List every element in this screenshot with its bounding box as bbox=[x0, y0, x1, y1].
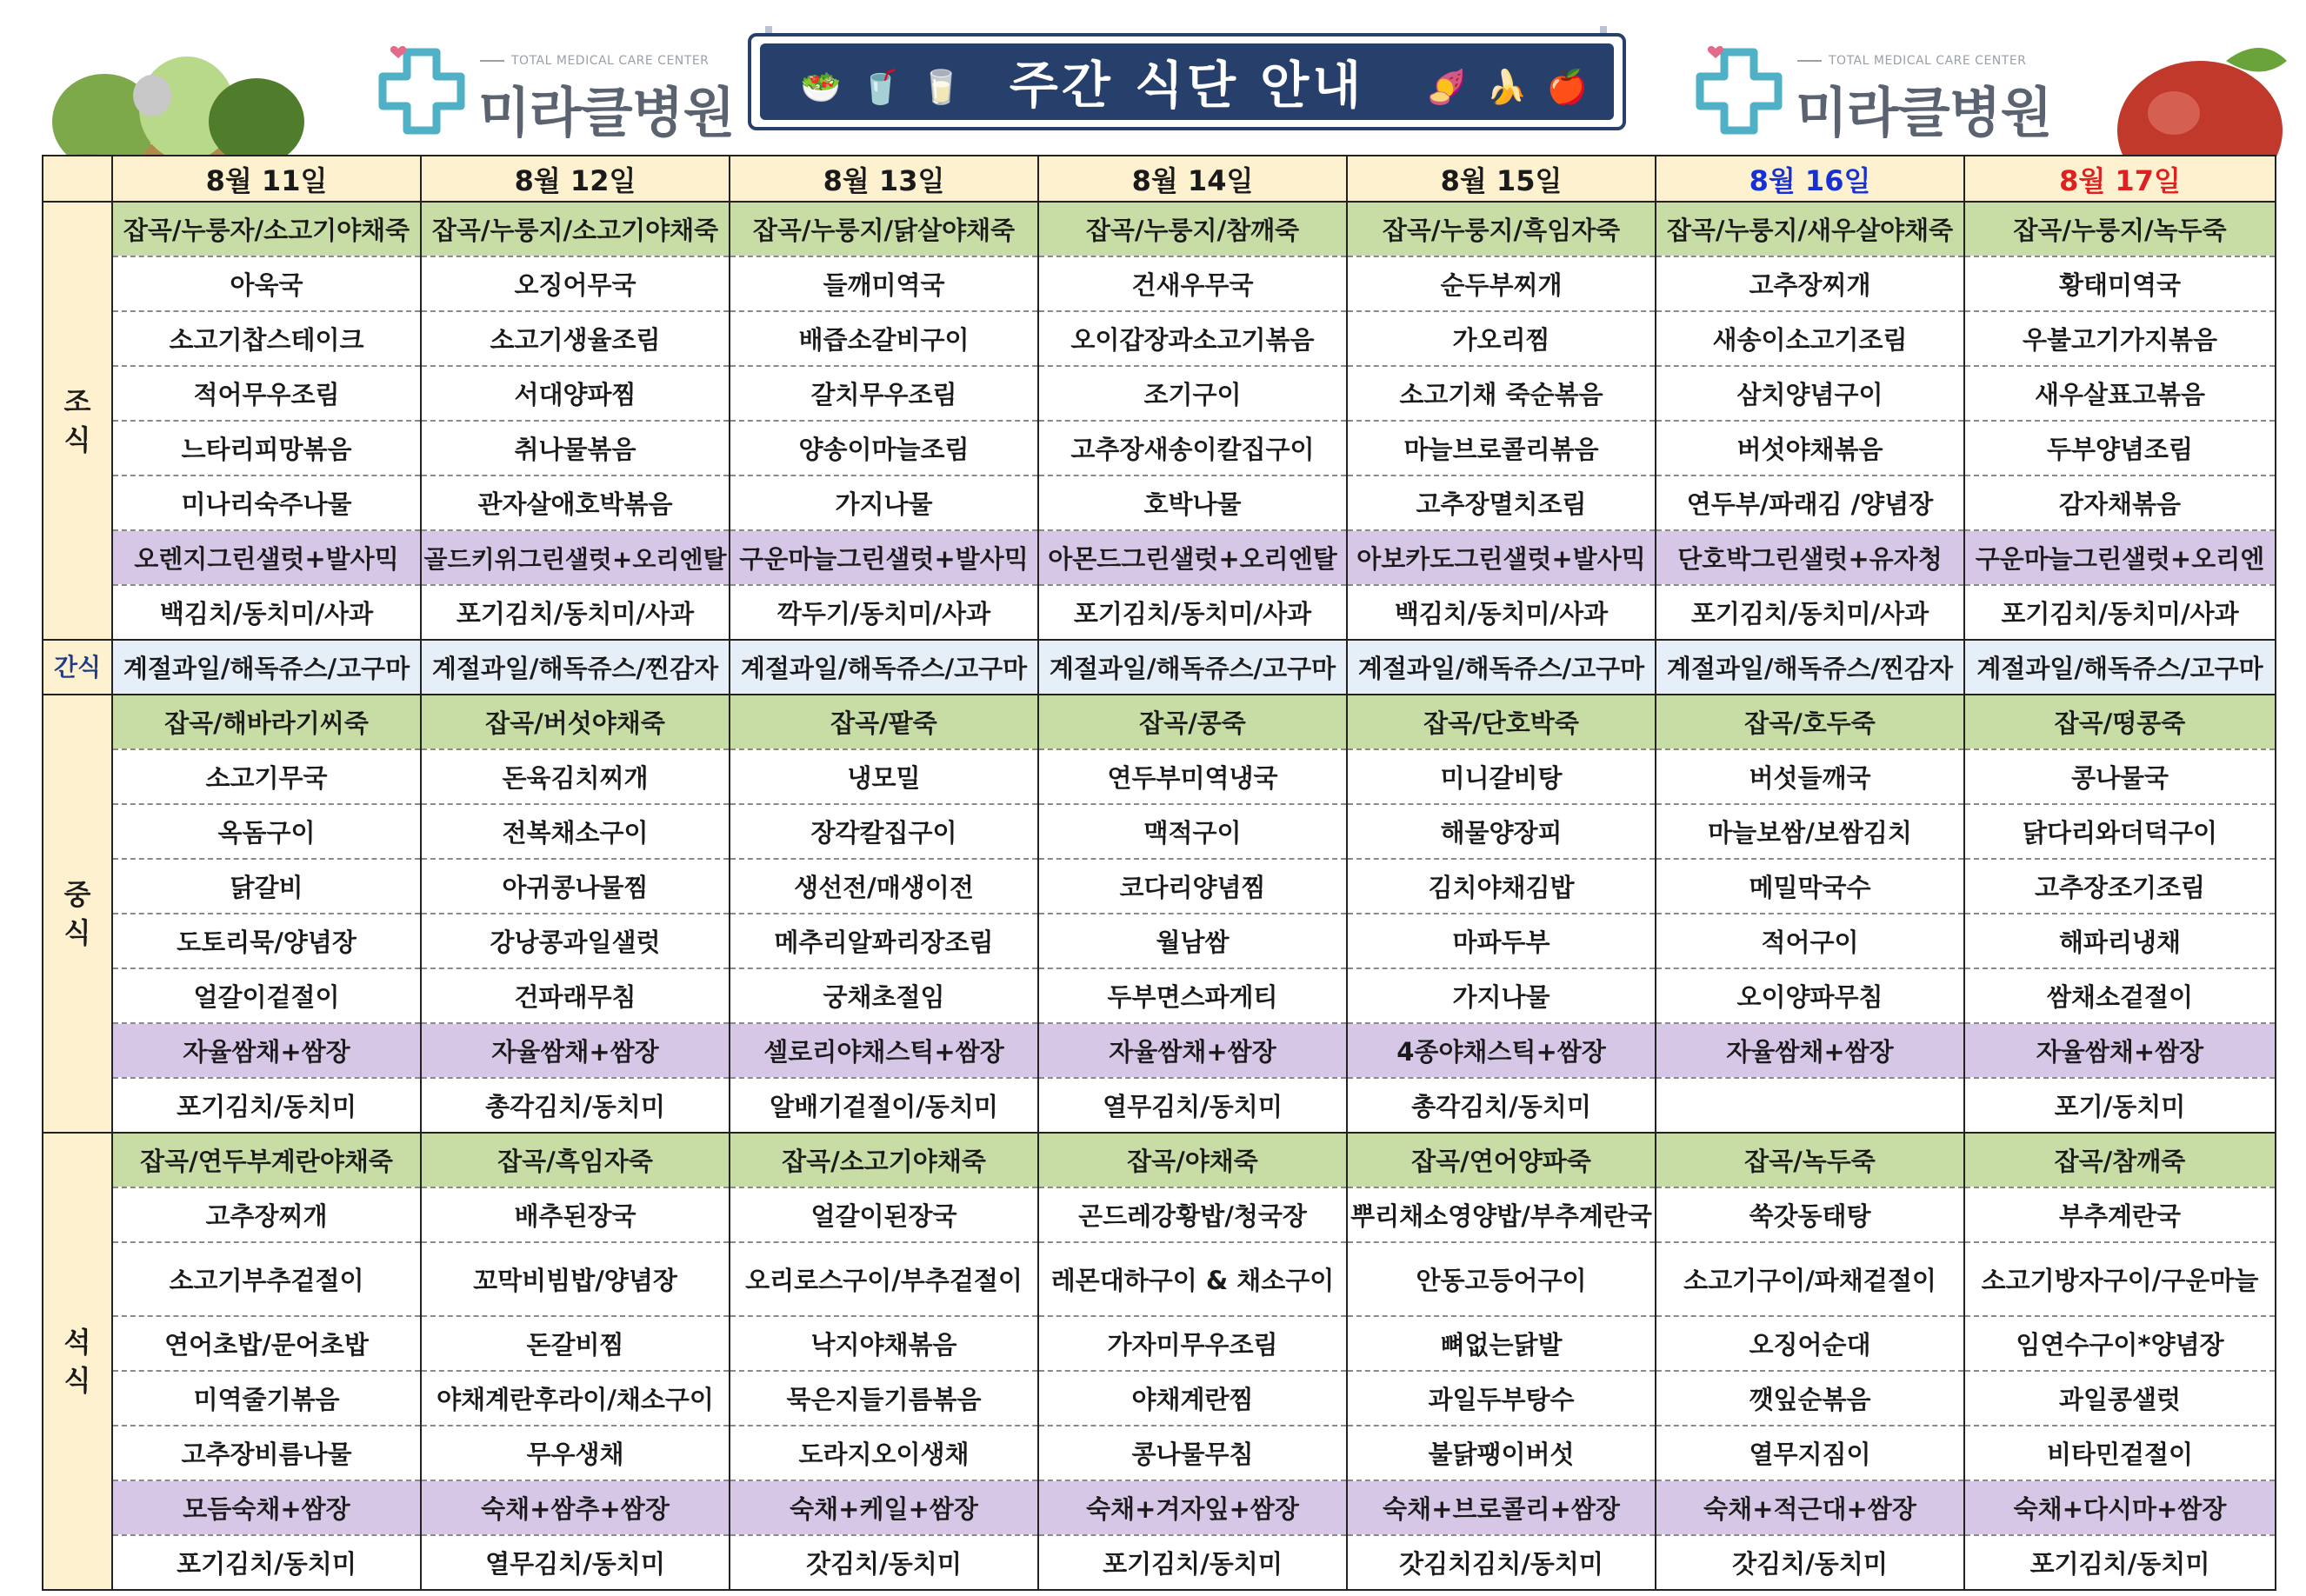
menu-item: 들깨미역국 bbox=[730, 256, 1038, 311]
day-header: 8월 13일 bbox=[730, 156, 1038, 202]
menu-item: 과일콩샐럿 bbox=[1964, 1371, 2276, 1426]
menu-item: 닭다리와더덕구이 bbox=[1964, 804, 2276, 859]
menu-item: 강낭콩과일샐럿 bbox=[421, 914, 730, 968]
menu-item: 가지나물 bbox=[1347, 968, 1656, 1023]
menu-item: 버섯들깨국 bbox=[1656, 749, 1964, 804]
menu-item: 셀로리야채스틱+쌈장 bbox=[730, 1023, 1038, 1078]
menu-item: 적어무우조림 bbox=[112, 366, 421, 421]
menu-item: 느타리피망볶음 bbox=[112, 421, 421, 475]
dinner-row bbox=[43, 1316, 2276, 1371]
apple-icon: 🍎 bbox=[1546, 68, 1588, 106]
menu-item: 소고기채 죽순볶음 bbox=[1347, 366, 1656, 421]
sweet-potato-icon: 🍠 bbox=[1426, 68, 1468, 106]
menu-item: 잡곡/단호박죽 bbox=[1347, 695, 1656, 749]
menu-item: 잡곡/누룽지/닭살야채죽 bbox=[730, 202, 1038, 256]
breakfast-row bbox=[43, 256, 2276, 311]
lunch-row bbox=[43, 749, 2276, 804]
menu-item: 계절과일/해독쥬스/고구마 bbox=[1038, 640, 1347, 695]
menu-item: 도토리묵/양념장 bbox=[112, 914, 421, 968]
menu-item: 가지나물 bbox=[730, 475, 1038, 530]
menu-item: 옥돔구이 bbox=[112, 804, 421, 859]
day-header-sunday: 8월 17일 bbox=[1964, 156, 2276, 202]
menu-item: 잡곡/누룽지/참깨죽 bbox=[1038, 202, 1347, 256]
weekly-menu-table bbox=[42, 155, 2276, 1591]
menu-item: 가자미무우조림 bbox=[1038, 1316, 1347, 1371]
title-banner bbox=[748, 26, 1635, 137]
menu-item: 총각김치/동치미 bbox=[421, 1078, 730, 1133]
menu-item: 불닭팽이버섯 bbox=[1347, 1426, 1656, 1480]
menu-item: 무우생채 bbox=[421, 1426, 730, 1480]
menu-item: 깻잎순볶음 bbox=[1656, 1371, 1964, 1426]
day-header: 8월 14일 bbox=[1038, 156, 1347, 202]
menu-item: 비타민겉절이 bbox=[1964, 1426, 2276, 1480]
menu-item: 잡곡/누룽지/새우살야채죽 bbox=[1656, 202, 1964, 256]
menu-item: 삼치양념구이 bbox=[1656, 366, 1964, 421]
menu-item: 냉모밀 bbox=[730, 749, 1038, 804]
snack-label: 간식 bbox=[43, 640, 112, 695]
menu-item: 숙채+적근대+쌈장 bbox=[1656, 1480, 1964, 1535]
menu-item: 부추계란국 bbox=[1964, 1187, 2276, 1242]
menu-item: 오이갑장과소고기볶음 bbox=[1038, 311, 1347, 366]
menu-item: 골드키위그린샐럿+오리엔탈 bbox=[421, 530, 730, 585]
day-header-saturday: 8월 16일 bbox=[1656, 156, 1964, 202]
day-header: 8월 15일 bbox=[1347, 156, 1656, 202]
menu-item: 포기/동치미 bbox=[1964, 1078, 2276, 1133]
menu-item: 우불고기가지볶음 bbox=[1964, 311, 2276, 366]
breakfast-row bbox=[43, 202, 2276, 256]
menu-item: 고추장비름나물 bbox=[112, 1426, 421, 1480]
menu-item: 포기김치/동치미/사과 bbox=[1656, 585, 1964, 640]
menu-item: 고추장찌개 bbox=[112, 1187, 421, 1242]
menu-item: 계절과일/해독쥬스/고구마 bbox=[112, 640, 421, 695]
menu-item: 호박나물 bbox=[1038, 475, 1347, 530]
lunch-label: 중 식 bbox=[43, 695, 112, 1133]
banana-icon: 🍌 bbox=[1486, 68, 1528, 106]
menu-item: 숙채+다시마+쌈장 bbox=[1964, 1480, 2276, 1535]
menu-item: 서대양파찜 bbox=[421, 366, 730, 421]
menu-item: 해물양장피 bbox=[1347, 804, 1656, 859]
menu-item: 메추리알꽈리장조림 bbox=[730, 914, 1038, 968]
menu-item: 숙채+겨자잎+쌈장 bbox=[1038, 1480, 1347, 1535]
hospital-name: 미라클병원 bbox=[1796, 81, 2052, 144]
menu-item: 자율쌈채+쌈장 bbox=[1964, 1023, 2276, 1078]
menu-item: 콩나물무침 bbox=[1038, 1426, 1347, 1480]
menu-item: 쑥갓동태탕 bbox=[1656, 1187, 1964, 1242]
menu-item: 구운마늘그린샐럿+오리엔 bbox=[1964, 530, 2276, 585]
menu-item: 잡곡/누룽지/흑임자죽 bbox=[1347, 202, 1656, 256]
medical-cross-icon bbox=[1691, 43, 1787, 139]
menu-item: 깍두기/동치미/사과 bbox=[730, 585, 1038, 640]
menu-item: 갈치무우조림 bbox=[730, 366, 1038, 421]
menu-item: 자율쌈채+쌈장 bbox=[112, 1023, 421, 1078]
menu-item: 잡곡/소고기야채죽 bbox=[730, 1133, 1038, 1187]
menu-item: 갓김치/동치미 bbox=[1656, 1535, 1964, 1590]
menu-item: 뿌리채소영양밥/부추계란국 bbox=[1347, 1187, 1656, 1242]
menu-item: 감자채볶음 bbox=[1964, 475, 2276, 530]
menu-item: 잡곡/참깨죽 bbox=[1964, 1133, 2276, 1187]
menu-item: 마파두부 bbox=[1347, 914, 1656, 968]
menu-item: 황태미역국 bbox=[1964, 256, 2276, 311]
menu-item: 꼬막비빔밥/양념장 bbox=[421, 1242, 730, 1316]
menu-item: 궁채초절임 bbox=[730, 968, 1038, 1023]
menu-item: 오이양파무침 bbox=[1656, 968, 1964, 1023]
menu-item: 숙채+쌈추+쌈장 bbox=[421, 1480, 730, 1535]
menu-item: 잡곡/누룽자/소고기야채죽 bbox=[112, 202, 421, 256]
menu-item: 잡곡/누룽지/녹두죽 bbox=[1964, 202, 2276, 256]
breakfast-row bbox=[43, 475, 2276, 530]
menu-item: 건파래무침 bbox=[421, 968, 730, 1023]
menu-item: 잡곡/녹두죽 bbox=[1656, 1133, 1964, 1187]
menu-item: 자율쌈채+쌈장 bbox=[1656, 1023, 1964, 1078]
menu-item: 미역줄기볶음 bbox=[112, 1371, 421, 1426]
menu-item: 관자살애호박볶음 bbox=[421, 475, 730, 530]
menu-item: 건새우무국 bbox=[1038, 256, 1347, 311]
menu-item: 임연수구이*양념장 bbox=[1964, 1316, 2276, 1371]
snack-row bbox=[43, 640, 2276, 695]
menu-item: 콩나물국 bbox=[1964, 749, 2276, 804]
menu-item: 코다리양념찜 bbox=[1038, 859, 1347, 914]
menu-item: 마늘보쌈/보쌈김치 bbox=[1656, 804, 1964, 859]
menu-item: 계절과일/해독쥬스/고구마 bbox=[730, 640, 1038, 695]
menu-item: 소고기구이/파채겉절이 bbox=[1656, 1242, 1964, 1316]
menu-item: 아몬드그린샐럿+오리엔탈 bbox=[1038, 530, 1347, 585]
menu-item: 고추장조기조림 bbox=[1964, 859, 2276, 914]
menu-item: 백김치/동치미/사과 bbox=[1347, 585, 1656, 640]
menu-item: 마늘브로콜리볶음 bbox=[1347, 421, 1656, 475]
menu-item: 배추된장국 bbox=[421, 1187, 730, 1242]
lunch-row bbox=[43, 804, 2276, 859]
menu-item: 양송이마늘조림 bbox=[730, 421, 1038, 475]
menu-item: 뼈없는닭발 bbox=[1347, 1316, 1656, 1371]
day-header-row bbox=[43, 156, 2276, 202]
menu-item: 4종야채스틱+쌈장 bbox=[1347, 1023, 1656, 1078]
corner-cell bbox=[43, 156, 112, 202]
menu-item: 잡곡/야채죽 bbox=[1038, 1133, 1347, 1187]
lunch-row bbox=[43, 1023, 2276, 1078]
menu-item: 생선전/매생이전 bbox=[730, 859, 1038, 914]
menu-item: 숙채+브로콜리+쌈장 bbox=[1347, 1480, 1656, 1535]
menu-item: 총각김치/동치미 bbox=[1347, 1078, 1656, 1133]
menu-item: 소고기생율조림 bbox=[421, 311, 730, 366]
medical-cross-icon bbox=[374, 43, 470, 139]
menu-item: 잡곡/호두죽 bbox=[1656, 695, 1964, 749]
menu-item: 소고기찹스테이크 bbox=[112, 311, 421, 366]
menu-item: 포기김치/동치미/사과 bbox=[1964, 585, 2276, 640]
menu-item: 월남쌈 bbox=[1038, 914, 1347, 968]
hospital-tagline: TOTAL MEDICAL CARE CENTER bbox=[480, 54, 709, 68]
menu-item: 고추장찌개 bbox=[1656, 256, 1964, 311]
menu-item: 갓김치김치/동치미 bbox=[1347, 1535, 1656, 1590]
menu-item: 모듬숙채+쌈장 bbox=[112, 1480, 421, 1535]
menu-item: 가오리찜 bbox=[1347, 311, 1656, 366]
menu-item: 소고기방자구이/구운마늘 bbox=[1964, 1242, 2276, 1316]
menu-item: 야채계란찜 bbox=[1038, 1371, 1347, 1426]
page-header bbox=[0, 0, 2306, 155]
menu-item: 구운마늘그린샐럿+발사믹 bbox=[730, 530, 1038, 585]
menu-item: 장각칼집구이 bbox=[730, 804, 1038, 859]
dinner-row bbox=[43, 1535, 2276, 1590]
menu-item: 오징어무국 bbox=[421, 256, 730, 311]
day-header: 8월 11일 bbox=[112, 156, 421, 202]
menu-item: 고추장새송이칼집구이 bbox=[1038, 421, 1347, 475]
menu-item: 잡곡/연어양파죽 bbox=[1347, 1133, 1656, 1187]
menu-item: 포기김치/동치미 bbox=[112, 1078, 421, 1133]
page-title: 주간 식단 안내 bbox=[1009, 56, 1365, 115]
dinner-row bbox=[43, 1242, 2276, 1316]
menu-item: 쌈채소겉절이 bbox=[1964, 968, 2276, 1023]
menu-item: 전복채소구이 bbox=[421, 804, 730, 859]
lunch-row bbox=[43, 1078, 2276, 1133]
menu-item: 적어구이 bbox=[1656, 914, 1964, 968]
menu-item: 도라지오이생채 bbox=[730, 1426, 1038, 1480]
hospital-logo bbox=[374, 35, 735, 144]
menu-item: 야채계란후라이/채소구이 bbox=[421, 1371, 730, 1426]
menu-item: 취나물볶음 bbox=[421, 421, 730, 475]
menu-item: 백김치/동치미/사과 bbox=[112, 585, 421, 640]
menu-item: 계절과일/해독쥬스/고구마 bbox=[1964, 640, 2276, 695]
menu-item: 포기김치/동치미 bbox=[112, 1535, 421, 1590]
dinner-row bbox=[43, 1426, 2276, 1480]
menu-item: 배즙소갈비구이 bbox=[730, 311, 1038, 366]
menu-item: 열무김치/동치미 bbox=[421, 1535, 730, 1590]
menu-item: 새송이소고기조림 bbox=[1656, 311, 1964, 366]
menu-item: 계절과일/해독쥬스/고구마 bbox=[1347, 640, 1656, 695]
menu-item: 잡곡/연두부계란야채죽 bbox=[112, 1133, 421, 1187]
menu-item: 자율쌈채+쌈장 bbox=[1038, 1023, 1347, 1078]
menu-item: 미나리숙주나물 bbox=[112, 475, 421, 530]
menu-item: 안동고등어구이 bbox=[1347, 1242, 1656, 1316]
menu-item: 잡곡/흑임자죽 bbox=[421, 1133, 730, 1187]
menu-item: 단호박그린샐럿+유자청 bbox=[1656, 530, 1964, 585]
menu-item: 메밀막국수 bbox=[1656, 859, 1964, 914]
menu-item: 계절과일/해독쥬스/찐감자 bbox=[1656, 640, 1964, 695]
menu-item: 포기김치/동치미 bbox=[1038, 1535, 1347, 1590]
menu-item: 숙채+케일+쌈장 bbox=[730, 1480, 1038, 1535]
menu-item: 아욱국 bbox=[112, 256, 421, 311]
menu-item: 순두부찌개 bbox=[1347, 256, 1656, 311]
lunch-row bbox=[43, 695, 2276, 749]
menu-item: 돈육김치찌개 bbox=[421, 749, 730, 804]
menu-item: 새우살표고볶음 bbox=[1964, 366, 2276, 421]
drink-icon: 🥤 bbox=[860, 68, 902, 106]
hospital-name: 미라클병원 bbox=[478, 81, 735, 144]
menu-item: 연두부미역냉국 bbox=[1038, 749, 1347, 804]
menu-item: 잡곡/콩죽 bbox=[1038, 695, 1347, 749]
menu-item: 계절과일/해독쥬스/찐감자 bbox=[421, 640, 730, 695]
menu-item: 열무김치/동치미 bbox=[1038, 1078, 1347, 1133]
menu-item: 닭갈비 bbox=[112, 859, 421, 914]
menu-item: 두부면스파게티 bbox=[1038, 968, 1347, 1023]
menu-item: 자율쌈채+쌈장 bbox=[421, 1023, 730, 1078]
menu-item: 열무지짐이 bbox=[1656, 1426, 1964, 1480]
breakfast-row bbox=[43, 585, 2276, 640]
menu-item: 소고기무국 bbox=[112, 749, 421, 804]
menu-item: 돈갈비찜 bbox=[421, 1316, 730, 1371]
dinner-row bbox=[43, 1187, 2276, 1242]
dinner-row bbox=[43, 1371, 2276, 1426]
menu-item: 잡곡/떵콩죽 bbox=[1964, 695, 2276, 749]
menu-item: 해파리냉채 bbox=[1964, 914, 2276, 968]
menu-item: 연두부/파래김 /양념장 bbox=[1656, 475, 1964, 530]
day-header: 8월 12일 bbox=[421, 156, 730, 202]
hospital-tagline: TOTAL MEDICAL CARE CENTER bbox=[1797, 54, 2026, 68]
menu-item: 미니갈비탕 bbox=[1347, 749, 1656, 804]
cup-icon: 🥛 bbox=[920, 68, 962, 106]
menu-item: 소고기부추겉절이 bbox=[112, 1242, 421, 1316]
lunch-row bbox=[43, 914, 2276, 968]
dinner-row bbox=[43, 1133, 2276, 1187]
menu-item bbox=[1656, 1078, 1964, 1133]
breakfast-row bbox=[43, 366, 2276, 421]
menu-item: 포기김치/동치미/사과 bbox=[421, 585, 730, 640]
menu-item: 포기김치/동치미 bbox=[1964, 1535, 2276, 1590]
menu-item: 갓김치/동치미 bbox=[730, 1535, 1038, 1590]
menu-item: 낙지야채볶음 bbox=[730, 1316, 1038, 1371]
menu-item: 아귀콩나물찜 bbox=[421, 859, 730, 914]
menu-item: 잡곡/해바라기씨죽 bbox=[112, 695, 421, 749]
menu-item: 아보카도그린샐럿+발사믹 bbox=[1347, 530, 1656, 585]
menu-item: 오리로스구이/부추겉절이 bbox=[730, 1242, 1038, 1316]
menu-item: 조기구이 bbox=[1038, 366, 1347, 421]
dinner-row bbox=[43, 1480, 2276, 1535]
breakfast-label: 조 식 bbox=[43, 202, 112, 640]
menu-item: 잡곡/누룽지/소고기야채죽 bbox=[421, 202, 730, 256]
menu-item: 묵은지들기름볶음 bbox=[730, 1371, 1038, 1426]
breakfast-row bbox=[43, 311, 2276, 366]
menu-item: 곤드레강황밥/청국장 bbox=[1038, 1187, 1347, 1242]
menu-item: 잡곡/버섯야채죽 bbox=[421, 695, 730, 749]
salad-icon: 🥗 bbox=[800, 68, 842, 106]
breakfast-row bbox=[43, 421, 2276, 475]
menu-item: 맥적구이 bbox=[1038, 804, 1347, 859]
dinner-label: 석 식 bbox=[43, 1133, 112, 1590]
menu-item: 잡곡/팥죽 bbox=[730, 695, 1038, 749]
menu-item: 고추장멸치조림 bbox=[1347, 475, 1656, 530]
menu-item: 얼갈이겉절이 bbox=[112, 968, 421, 1023]
menu-item: 알배기겉절이/동치미 bbox=[730, 1078, 1038, 1133]
menu-item: 포기김치/동치미/사과 bbox=[1038, 585, 1347, 640]
menu-item: 김치야채김밥 bbox=[1347, 859, 1656, 914]
menu-item: 오징어순대 bbox=[1656, 1316, 1964, 1371]
menu-item: 레몬대하구이 & 채소구이 bbox=[1038, 1242, 1347, 1316]
hospital-logo bbox=[1691, 35, 2052, 144]
menu-item: 버섯야채볶음 bbox=[1656, 421, 1964, 475]
menu-item: 연어초밥/문어초밥 bbox=[112, 1316, 421, 1371]
lunch-row bbox=[43, 968, 2276, 1023]
lunch-row bbox=[43, 859, 2276, 914]
menu-item: 얼갈이된장국 bbox=[730, 1187, 1038, 1242]
menu-item: 과일두부탕수 bbox=[1347, 1371, 1656, 1426]
menu-item: 오렌지그린샐럿+발사믹 bbox=[112, 530, 421, 585]
breakfast-row bbox=[43, 530, 2276, 585]
menu-item: 두부양념조림 bbox=[1964, 421, 2276, 475]
